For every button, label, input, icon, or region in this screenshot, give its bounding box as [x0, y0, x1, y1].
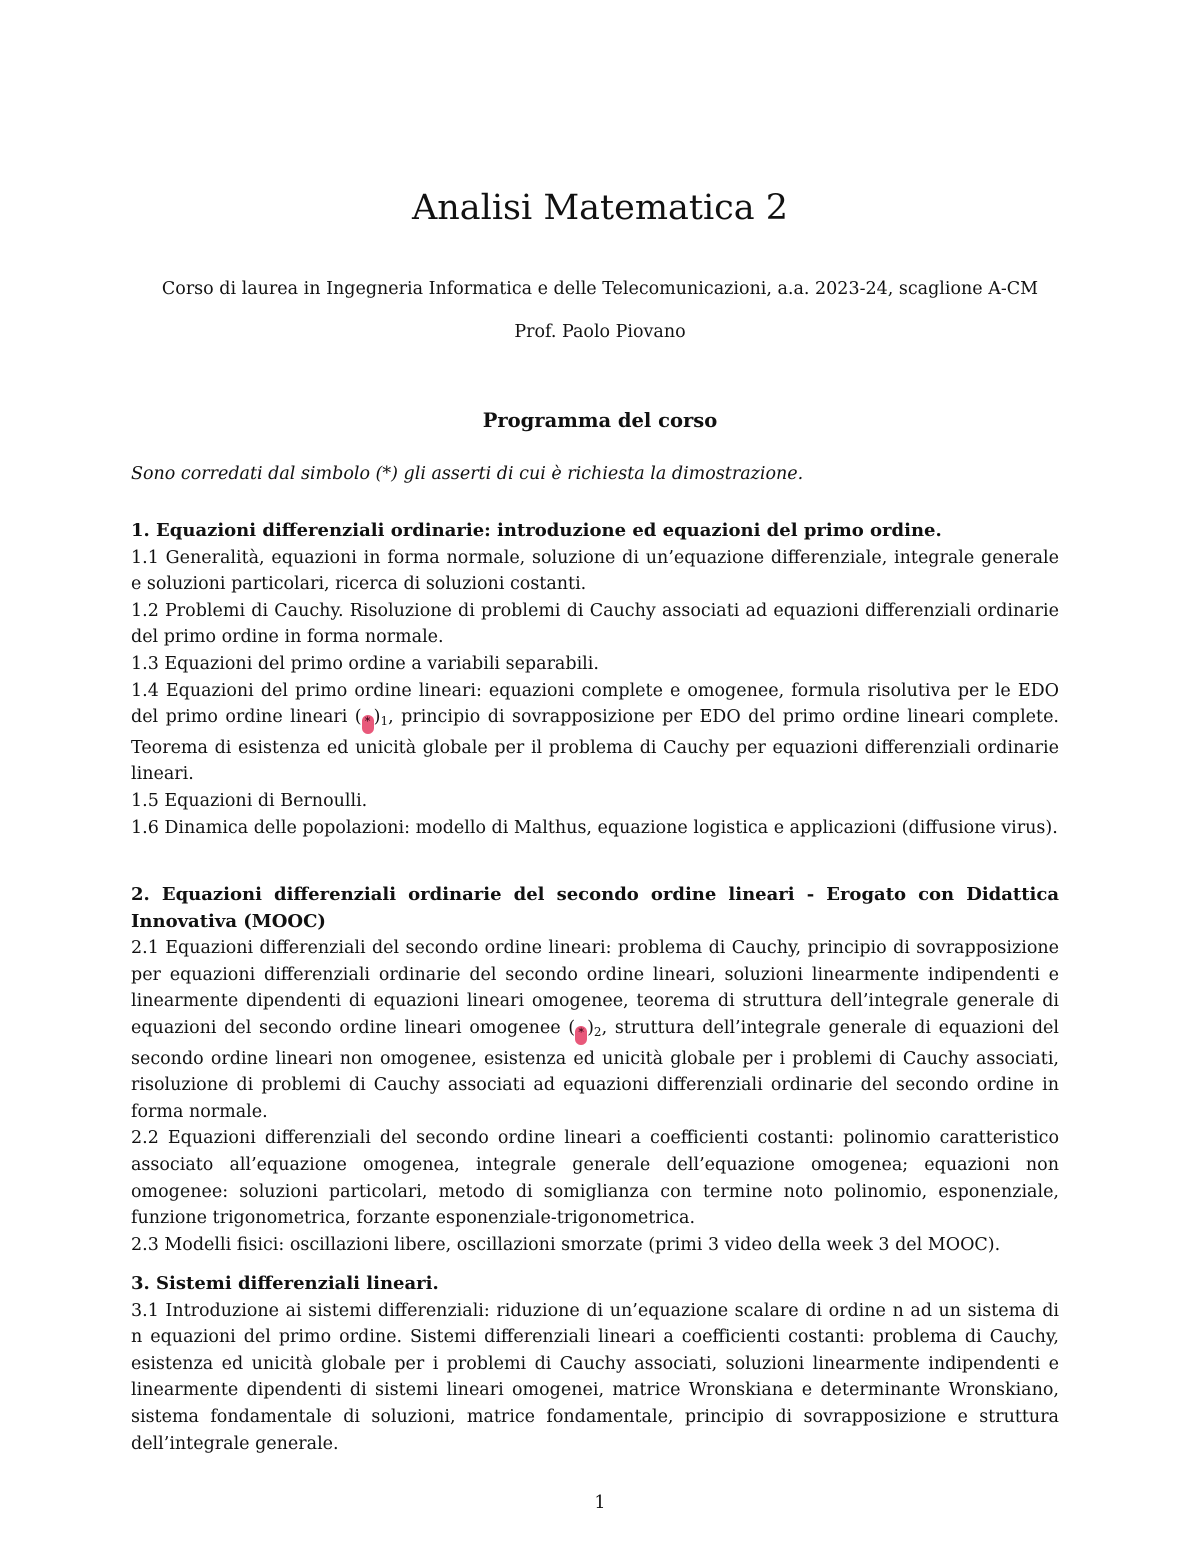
item-2-1-text-a: 2.1 Equazioni differenziali del secondo ordine lineari: problema di Cauchy, principio di sovrapposizione per equazioni differenziali ordinarie del secondo ordine lineari, soluzioni linearmente indipendenti e linearmente dipendenti di equazioni lineari omogenee, teorema di struttura dell’integrale generale di equazioni del secondo ordine lineari omogenee ( — [131, 938, 1059, 1038]
proof-marker-highlight: * — [575, 1026, 587, 1045]
item-1-4-subscript: 1 — [380, 714, 389, 729]
item-2-3: 2.3 Modelli fisici: oscillazioni libere, oscillazioni smorzate (primi 3 video della week 3 del MOOC). — [131, 1234, 1001, 1255]
item-2-2: 2.2 Equazioni differenziali del secondo ordine lineari a coefficienti costanti: polinomio caratteristico associato all’equazione omogenea, integrale generale dell’equazione omogenea; equazioni non omogenee: soluzioni particolari, metodo di somiglianza con termine noto polinomio, esponenziale, funzione trigonometrica, forzante esponenziale-trigonometrica. — [131, 1128, 1059, 1229]
professor-name: Prof. Paolo Piovano — [514, 322, 686, 342]
item-1-5: 1.5 Equazioni di Bernoulli. — [131, 790, 368, 811]
proof-marker-highlight: * — [362, 715, 374, 734]
item-1-4-text-a: 1.4 Equazioni del primo ordine lineari: equazioni complete e omogenee, formula risolutiva per le EDO del primo ordine lineari ( — [131, 680, 1059, 728]
program-heading: Programma del corso — [482, 409, 718, 432]
section-3 — [131, 1271, 1059, 1457]
section-3-heading: 3. Sistemi differenziali lineari. — [131, 1273, 439, 1294]
section-2 — [131, 882, 1059, 1258]
item-1-1: 1.1 Generalità, equazioni in forma normale, soluzione di un’equazione differenziale, integrale generale e soluzioni particolari, ricerca di soluzioni costanti. — [131, 547, 1059, 595]
item-2-1-text-b: , struttura dell’integrale generale di equazioni del secondo ordine lineari non omogenee, esistenza ed unicità globale per i problemi di Cauchy associati, risoluzione di problemi di Cauchy associati ad equazioni differenziali ordinarie del secondo ordine in forma normale. — [131, 1017, 1059, 1122]
item-1-4 — [131, 678, 1059, 788]
item-1-4-text-b: , principio di sovrapposizione per EDO del primo ordine lineari complete. Teorema di esistenza ed unicità globale per il problema di Cauchy per equazioni differenziali ordinarie lineari. — [131, 707, 1059, 785]
item-1-6: 1.6 Dinamica delle popolazioni: modello di Malthus, equazione logistica e applicazioni (diffusione virus). — [131, 817, 1058, 838]
item-2-1-close: ) — [587, 1017, 594, 1038]
section-1-heading: 1. Equazioni differenziali ordinarie: introduzione ed equazioni del primo ordine. — [131, 520, 942, 541]
item-1-3: 1.3 Equazioni del primo ordine a variabili separabili. — [131, 653, 599, 674]
item-1-2: 1.2 Problemi di Cauchy. Risoluzione di problemi di Cauchy associati ad equazioni differenziali ordinarie del primo ordine in forma normale. — [131, 600, 1059, 648]
page-title: Analisi Matematica 2 — [411, 188, 788, 228]
item-1-4-close: ) — [373, 707, 381, 728]
section-2-heading: 2. Equazioni differenziali ordinarie del secondo ordine lineari - Erogato con Didattica Innovativa (MOOC) — [131, 884, 1059, 932]
page-number: 1 — [594, 1493, 606, 1513]
item-3-1: 3.1 Introduzione ai sistemi differenziali: riduzione di un’equazione scalare di ordine n ad un sistema di n equazioni del primo ordine. Sistemi differenziali lineari a coefficienti costanti: problema di Cauchy, esistenza ed unicità globale per i problemi di Cauchy associati, soluzioni linearmente indipendenti e linearmente dipendenti di sistemi lineari omogenei, matrice Wronskiana e determinante Wronskiano, sistema fondamentale di soluzioni, matrice fondamentale, principio di sovrapposizione e struttura dell’integrale generale. — [131, 1300, 1059, 1454]
section-1 — [131, 518, 1059, 841]
item-2-1 — [131, 935, 1059, 1125]
demonstration-note: Sono corredati dal simbolo (*) gli asserti di cui è richiesta la dimostrazione. — [131, 464, 804, 484]
item-2-1-subscript: 2 — [593, 1024, 602, 1039]
course-subtitle: Corso di laurea in Ingegneria Informatica e delle Telecomunicazioni, a.a. 2023-24, scaglione A-CM — [161, 279, 1039, 299]
